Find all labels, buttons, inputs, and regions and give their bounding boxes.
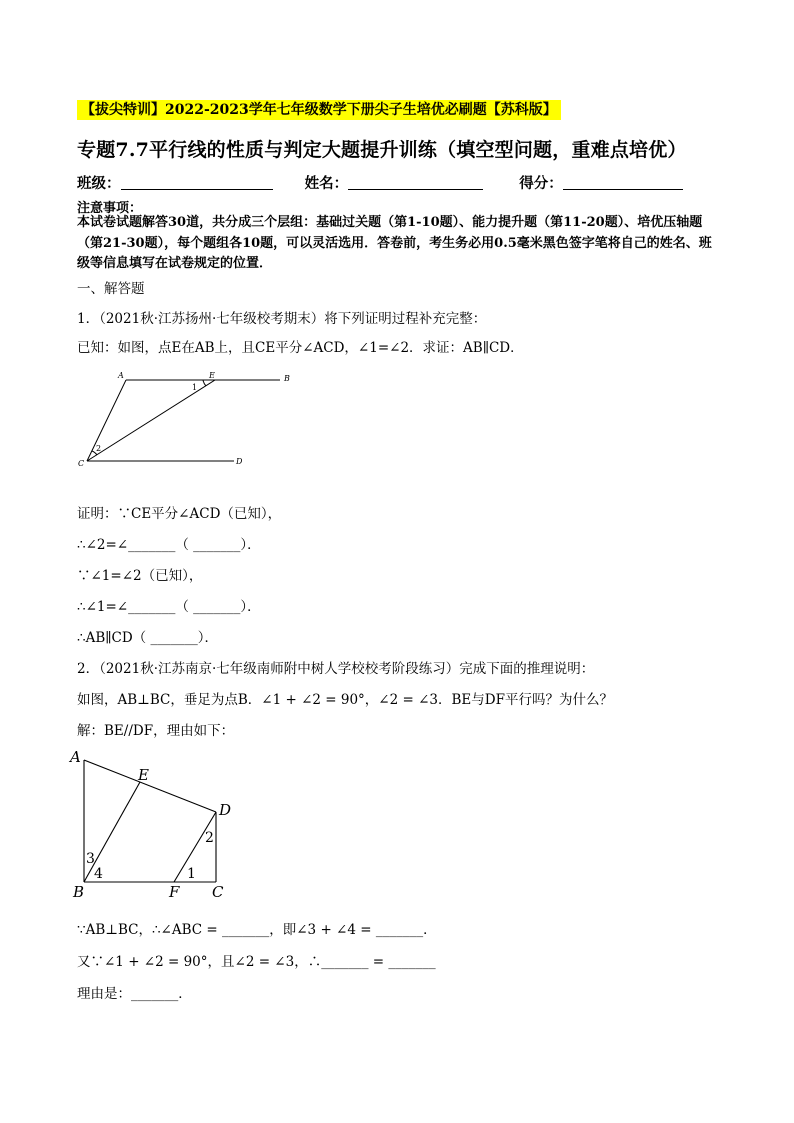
- q1-label-e: E: [209, 371, 215, 380]
- q1-label-b: B: [284, 374, 290, 383]
- name-blank[interactable]: [348, 175, 483, 190]
- class-label: 班级：: [77, 175, 121, 192]
- q1-label-angle-2: 2: [96, 444, 102, 453]
- class-blank[interactable]: [121, 175, 273, 190]
- q1-proof-line-3: ∵∠1=∠2（已知），: [77, 568, 203, 584]
- q2-label-angle-1: 1: [187, 866, 196, 882]
- q2-label-b: B: [73, 883, 85, 901]
- score-label: 得分：: [519, 175, 563, 192]
- q2-step-2[interactable]: 又∵∠1 + ∠2 = 90°，且∠2 = ∠3，∴_______ = _______: [77, 954, 436, 970]
- q2-statement: 如图，AB⊥BC，垂足为点B．∠1 + ∠2 = 90°，∠2 = ∠3．BE与DF平行吗？为什么？: [77, 692, 613, 708]
- q2-line-ad: [84, 760, 216, 812]
- q2-label-f: F: [169, 883, 180, 901]
- q2-label-c: C: [212, 883, 224, 901]
- section-heading: 一、解答题: [77, 281, 145, 297]
- q2-label-angle-2: 2: [205, 830, 214, 846]
- notes-body: 本试卷试题解答30道，共分成三个层组：基础过关题（第1-10题）、能力提升题（第11-20题）、培优压轴题（第21-30题），每个题组各10题，可以灵活选用．答卷前，考生务必用0.5毫米黑色签字笔将自己的姓名、班级等信息填写在试卷规定的位置．: [77, 215, 712, 271]
- name-label: 姓名：: [304, 175, 349, 192]
- q1-header: 1．（2021秋·江苏扬州·七年级校考期末）将下列证明过程补充完整：: [77, 311, 487, 327]
- page-title: 专题7.7平行线的性质与判定大题提升训练（填空型问题，重难点培优）: [77, 139, 687, 161]
- q2-step-3[interactable]: 理由是：_______．: [77, 986, 192, 1002]
- q2-solution-intro: 解：BE//DF，理由如下：: [77, 723, 235, 739]
- q1-angle-1-arc: [203, 380, 206, 386]
- q1-proof-line-2[interactable]: ∴∠2=∠_______（ _______）．: [77, 537, 261, 553]
- q2-header: 2．（2021秋·江苏南京·七年级南师附中树人学校校考阶段练习）完成下面的推理说明：: [77, 661, 595, 677]
- q2-line-be: [84, 782, 140, 882]
- q2-label-e: E: [138, 766, 149, 784]
- q2-label-a: A: [70, 748, 81, 766]
- q1-label-angle-1: 1: [192, 383, 198, 392]
- q1-label-c: C: [78, 459, 85, 468]
- q1-label-a: A: [118, 371, 124, 380]
- q1-label-d: D: [236, 457, 243, 466]
- series-banner: 【拔尖特训】2022-2023学年七年级数学下册尖子生培优必刷题【苏科版】: [77, 100, 561, 120]
- q1-given: 已知：如图，点E在AB上，且CE平分∠ACD，∠1=∠2．求证：AB∥CD．: [77, 340, 524, 356]
- student-info-line: [77, 172, 683, 193]
- q1-proof-line-1: 证明：∵CE平分∠ACD（已知），: [77, 506, 282, 522]
- q2-label-angle-3: 3: [86, 851, 95, 867]
- q1-proof-line-4[interactable]: ∴∠1=∠_______（ _______）．: [77, 599, 261, 615]
- q1-proof-line-5[interactable]: ∴AB∥CD（ _______）．: [77, 630, 218, 646]
- score-blank[interactable]: [563, 175, 683, 190]
- q1-figure: [70, 366, 310, 476]
- notes-heading: 注意事项：: [77, 201, 143, 216]
- q2-label-angle-4: 4: [94, 866, 103, 882]
- q2-figure: [66, 746, 246, 906]
- q2-step-1[interactable]: ∵AB⊥BC，∴∠ABC = _______，即∠3 + ∠4 = _______．: [77, 922, 437, 938]
- q2-label-d: D: [219, 801, 232, 819]
